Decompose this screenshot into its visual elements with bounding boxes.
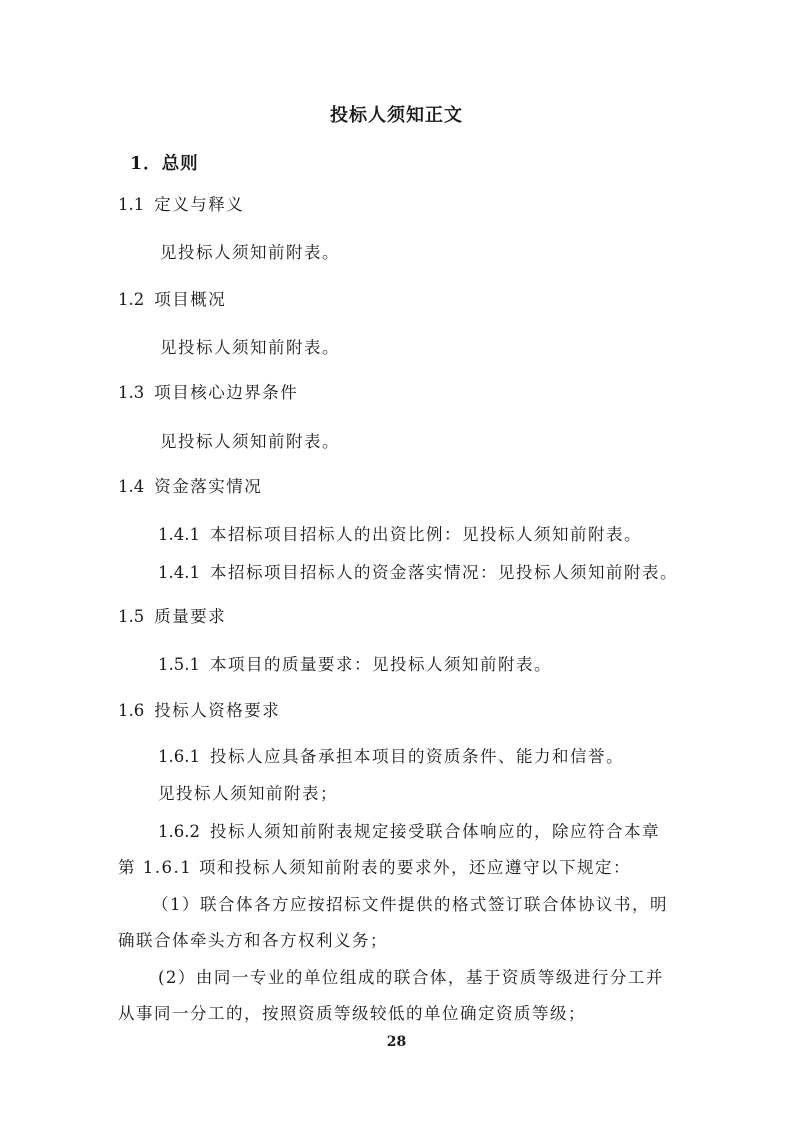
clause-1-4-1-b [158, 559, 678, 583]
clause-1-6-1-note: 见投标人须知前附表； [158, 784, 338, 803]
subsection-heading-1-3 [118, 379, 298, 403]
subsection-number: 1.2 [118, 290, 145, 309]
subsection-number: 1.1 [118, 195, 145, 214]
page-title: 投标人须知正文 [330, 105, 463, 126]
subsection-heading-1-5 [118, 603, 226, 627]
clause-1-4-1-a [158, 521, 642, 545]
paragraph-1-2: 见投标人须知前附表。 [160, 338, 340, 357]
subsection-heading-1-4 [118, 473, 262, 497]
section-heading-1 [130, 150, 199, 175]
subsection-number: 1.6 [118, 701, 145, 720]
provision-1-line2: 确联合体牵头方和各方权利义务； [118, 931, 388, 950]
subsection-label: 项目核心边界条件 [154, 383, 299, 402]
subsection-label: 定义与释义 [154, 195, 245, 214]
subsection-label: 质量要求 [154, 607, 227, 626]
clause-number: 1.5.1 [158, 655, 200, 674]
section-label: 总则 [161, 154, 199, 174]
subsection-number: 1.3 [118, 383, 145, 402]
page-number: 28 [386, 1034, 407, 1050]
clause-text: 本项目的质量要求：见投标人须知前附表。 [209, 655, 552, 674]
subsection-label: 项目概况 [154, 290, 227, 309]
subsection-label: 投标人资格要求 [154, 701, 281, 720]
clause-1-6-2-line2: 第 1.6.1 项和投标人须知前附表的要求外，还应遵守以下规定： [118, 858, 631, 877]
clause-text: 投标人应具备承担本项目的资质条件、能力和信誉。 [209, 747, 624, 766]
clause-number: 1.4.1 [158, 525, 200, 544]
section-number: 1． [130, 154, 162, 174]
subsection-heading-1-1 [118, 191, 244, 215]
clause-text: 投标人须知前附表规定接受联合体响应的，除应符合本章 [209, 822, 660, 841]
subsection-heading-1-6 [118, 697, 280, 721]
subsection-number: 1.4 [118, 477, 145, 496]
paragraph-1-3: 见投标人须知前附表。 [160, 432, 340, 451]
provision-2-line2: 从事同一分工的，按照资质等级较低的单位确定资质等级； [118, 1004, 586, 1023]
clause-number: 1.6.1 [158, 747, 200, 766]
subsection-number: 1.5 [118, 607, 145, 626]
clause-text: 本招标项目招标人的出资比例：见投标人须知前附表。 [209, 525, 642, 544]
clause-number: 1.6.2 [158, 822, 200, 841]
subsection-label: 资金落实情况 [154, 477, 263, 496]
clause-text: 本招标项目招标人的资金落实情况：见投标人须知前附表。 [209, 563, 678, 582]
clause-1-5-1 [158, 651, 552, 675]
provision-1-line1: （1）联合体各方应按招标文件提供的格式签订联合体协议书，明 [152, 895, 668, 914]
clause-number: 1.4.1 [158, 563, 200, 582]
subsection-heading-1-2 [118, 286, 226, 310]
clause-1-6-2-line1 [158, 818, 660, 842]
paragraph-1-1: 见投标人须知前附表。 [160, 243, 340, 262]
clause-1-6-1 [158, 743, 624, 767]
provision-2-line1: (2）由同一专业的单位组成的联合体，基于资质等级进行分工并 [158, 968, 664, 987]
